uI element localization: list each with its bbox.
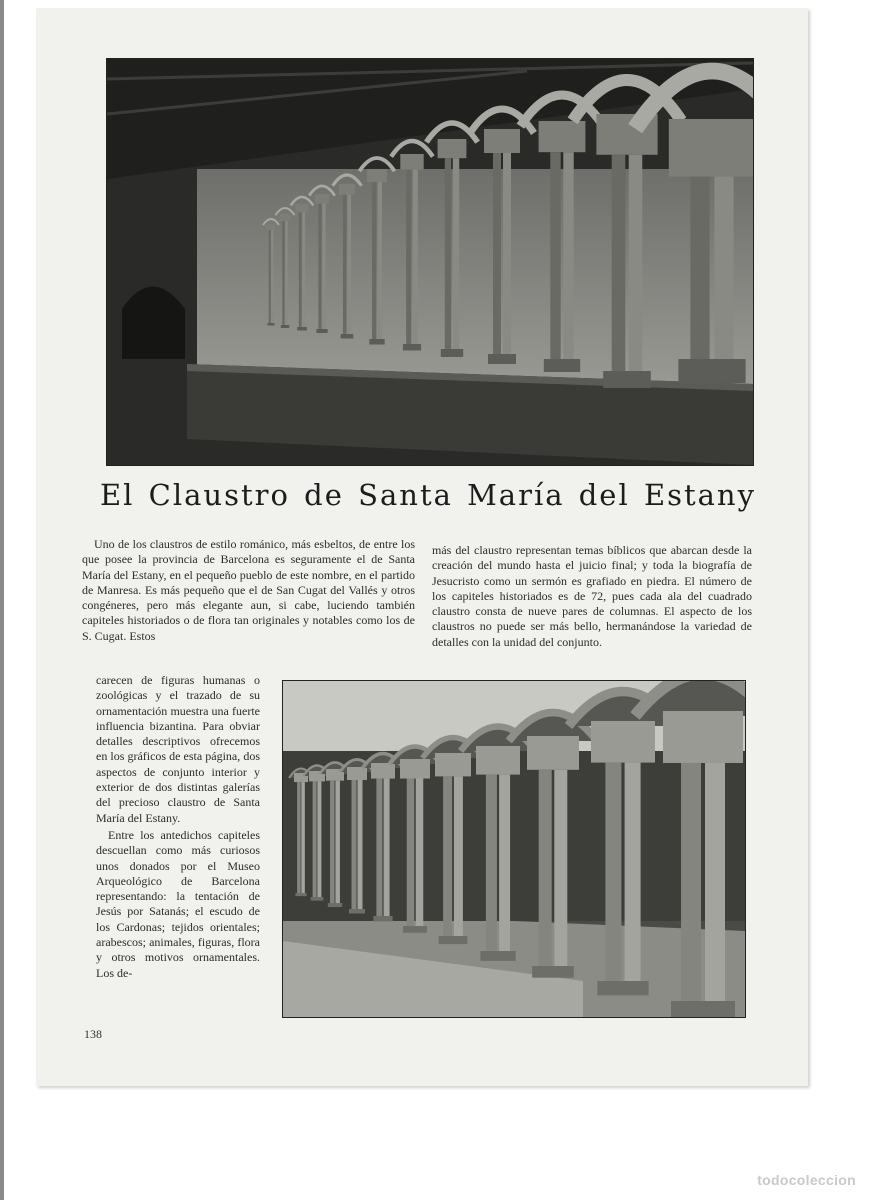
cloister-columns-illustration [283,681,745,1017]
cloister-columns-photo [282,680,746,1018]
cloister-arcade-illustration [107,59,753,465]
cloister-arcade-photo [106,58,754,466]
text-column-top-left [82,537,415,646]
paragraph: carecen de figuras humanas o zoológicas y el trazado de su ornamentación muestra una fuerte influencia bizantina. Para obviar detalles descriptivos ofrecemos en los gráficos de esta página, dos aspectos de conjunto interior y exterior de dos distintas galerías del precioso claustro de Santa María del Estany. [96,673,260,825]
watermark: todocoleccion [757,1172,856,1188]
text-column-narrow [96,673,260,983]
text-column-top-right [432,543,752,652]
article-title: El Claustro de Santa María del Estany [100,478,756,512]
paragraph: Entre los antedichos capiteles descuellan como más curiosos unos donados por el Museo Arqueológico de Barcelona representando: la tentación de Jesús por Satanás; el escudo de los Cardonas; tejidos orientales; arabescos; animales, figuras, flora y otros motivos ornamentales. Los de- [96,827,260,980]
scan-left-edge [0,0,4,1200]
paragraph: más del claustro representan temas bíblicos que abarcan desde la creación del mundo hasta el juicio final; y toda la biografía de Jesucristo como un sermón es grafiado en piedra. El número de los capiteles historiados es de 72, pues cada ala del cuadrado claustro consta de nueve pares de columnas. El aspecto de los claustros no puede ser más bello, hermanándose la variedad de detalles con la unidad del conjunto. [432,543,752,649]
page-number: 138 [84,1027,102,1041]
paragraph: Uno de los claustros de estilo románico, más esbeltos, de entre los que posee la provincia de Barcelona es seguramente el de Santa María del Estany, en el pequeño pueblo de este nombre, en el partido de Manresa. Es más pequeño que el de San Cugat del Vallés y otros congéneres, pero más elegante aun, si cabe, luciendo también capiteles historiados o de flora tan originales y notables como los de S. Cugat. Estos [82,537,415,643]
